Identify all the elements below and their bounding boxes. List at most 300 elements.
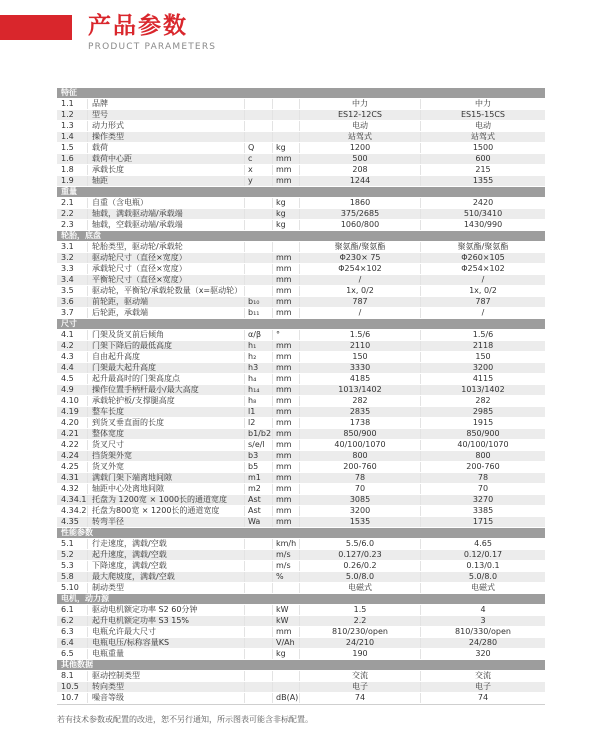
table-row xyxy=(57,638,545,649)
table-row xyxy=(57,517,545,528)
table-row xyxy=(57,264,545,275)
param-unit: ° xyxy=(273,330,300,340)
value-model2: 78 xyxy=(477,473,489,482)
value-model1: 4185 xyxy=(300,374,421,384)
param-symbol xyxy=(245,99,273,109)
value-model2: 215 xyxy=(475,165,491,174)
table-row xyxy=(57,110,545,121)
row-index: 2.2 xyxy=(57,209,88,219)
table-row xyxy=(57,363,545,374)
value-model2: 2985 xyxy=(472,407,494,416)
value-model2: 1915 xyxy=(472,418,494,427)
param-unit: mm xyxy=(273,176,300,186)
value-model1: 电子 xyxy=(300,682,421,692)
value-model1: 190 xyxy=(300,649,421,659)
row-index: 5.1 xyxy=(57,539,88,549)
row-index: 4.32 xyxy=(57,484,88,494)
param-unit: kg xyxy=(273,143,300,153)
value-model1: 1.5 xyxy=(300,605,421,615)
row-index: 4.20 xyxy=(57,418,88,428)
value-model2: 3385 xyxy=(472,506,494,515)
value-model1: 787 xyxy=(300,297,421,307)
param-symbol xyxy=(245,198,273,208)
table-row xyxy=(57,605,545,616)
param-unit xyxy=(273,110,300,120)
param-unit: mm xyxy=(273,396,300,406)
value-model1: 0.127/0.23 xyxy=(300,550,421,560)
table-row xyxy=(57,154,545,165)
param-name: 起升电机额定功率 S3 15% xyxy=(88,616,245,626)
value-model1: 0.26/0.2 xyxy=(300,561,421,571)
row-index: 4.34.2 xyxy=(57,506,88,516)
table-row xyxy=(57,341,545,352)
param-name: 型号 xyxy=(88,110,245,120)
param-name: 货叉尺寸 xyxy=(88,440,245,450)
param-symbol xyxy=(245,220,273,230)
row-index: 3.3 xyxy=(57,264,88,274)
value-model2: 4.65 xyxy=(474,539,492,548)
param-unit: m/s xyxy=(273,550,300,560)
value-model2: 3200 xyxy=(472,363,494,372)
table-row xyxy=(57,407,545,418)
param-symbol: s/e/l xyxy=(245,440,273,450)
value-model1: Φ230× 75 xyxy=(300,253,421,263)
param-symbol: c xyxy=(245,154,273,164)
value-model2: 320 xyxy=(475,649,491,658)
value-model1: 500 xyxy=(300,154,421,164)
param-unit: mm xyxy=(273,264,300,274)
param-name: 制动类型 xyxy=(88,583,245,593)
value-model1: 1244 xyxy=(300,176,421,186)
row-index: 5.3 xyxy=(57,561,88,571)
row-index: 4.10 xyxy=(57,396,88,406)
value-model1: 2835 xyxy=(300,407,421,417)
row-index: 6.1 xyxy=(57,605,88,615)
value-model1: 聚氨酯/聚氨酯 xyxy=(300,242,421,252)
param-name: 后轮距，承载端 xyxy=(88,308,245,318)
row-index: 6.4 xyxy=(57,638,88,648)
table-row xyxy=(57,539,545,550)
value-model1: 3200 xyxy=(300,506,421,516)
row-index: 4.1 xyxy=(57,330,88,340)
param-name: 平衡轮尺寸（直径×宽度） xyxy=(88,275,245,285)
param-symbol: x xyxy=(245,165,273,175)
value-model1: 74 xyxy=(300,693,421,703)
param-unit: km/h xyxy=(273,539,300,549)
value-model1: ES12-12CS xyxy=(300,110,421,120)
value-model1: 78 xyxy=(300,473,421,483)
param-name: 自重（含电瓶） xyxy=(88,198,245,208)
page-title: 产品参数 xyxy=(88,13,188,39)
param-unit: mm xyxy=(273,165,300,175)
param-symbol: h₁ xyxy=(245,341,273,351)
param-name: 起升最高时的门架高度点 xyxy=(88,374,245,384)
param-name: 电瓶电压/标称容量KS xyxy=(88,638,245,648)
param-name: 操作位置手柄杆最小/最大高度 xyxy=(88,385,245,395)
param-name: 转弯半径 xyxy=(88,517,245,527)
param-name: 整车长度 xyxy=(88,407,245,417)
param-symbol: b₁₀ xyxy=(245,297,273,307)
table-row xyxy=(57,671,545,682)
section-header: 重量 xyxy=(57,187,545,198)
value-model2: 510/3410 xyxy=(463,209,503,218)
value-model2: 0.12/0.17 xyxy=(463,550,503,559)
value-model1: 1x, 0/2 xyxy=(300,286,421,296)
param-unit xyxy=(273,682,300,692)
row-index: 5.2 xyxy=(57,550,88,560)
value-model1: 1.5/6 xyxy=(300,330,421,340)
value-model2: 电子 xyxy=(475,682,491,691)
param-unit: V/Ah xyxy=(273,638,300,648)
row-index: 4.5 xyxy=(57,374,88,384)
value-model1: 810/230/open xyxy=(300,627,421,637)
param-unit: kg xyxy=(273,220,300,230)
param-symbol xyxy=(245,627,273,637)
value-model2: 40/100/1070 xyxy=(457,440,509,449)
row-index: 4.3 xyxy=(57,352,88,362)
param-symbol: Ast xyxy=(245,495,273,505)
value-model1: 70 xyxy=(300,484,421,494)
value-model2: / xyxy=(481,308,485,317)
param-unit: mm xyxy=(273,275,300,285)
param-symbol xyxy=(245,121,273,131)
param-name: 承载长度 xyxy=(88,165,245,175)
section-header: 尺寸 xyxy=(57,319,545,330)
value-model2: 850/900 xyxy=(466,429,500,438)
row-index: 10.5 xyxy=(57,682,88,692)
row-index: 6.2 xyxy=(57,616,88,626)
value-model1: 5.0/8.0 xyxy=(300,572,421,582)
row-index: 5.8 xyxy=(57,572,88,582)
row-index: 3.5 xyxy=(57,286,88,296)
value-model2: 站驾式 xyxy=(471,132,495,141)
value-model1: 1860 xyxy=(300,198,421,208)
table-row xyxy=(57,308,545,319)
table-row xyxy=(57,561,545,572)
value-model2: 150 xyxy=(475,352,491,361)
param-name: 轴载，空载驱动端/承载端 xyxy=(88,220,245,230)
param-name: 门架下降后的最低高度 xyxy=(88,341,245,351)
param-name: 前轮距，驱动端 xyxy=(88,297,245,307)
value-model2: 3270 xyxy=(472,495,494,504)
row-index: 1.4 xyxy=(57,132,88,142)
param-name: 门架及货叉前后倾角 xyxy=(88,330,245,340)
param-symbol xyxy=(245,275,273,285)
param-symbol: m1 xyxy=(245,473,273,483)
row-index: 4.19 xyxy=(57,407,88,417)
param-unit: mm xyxy=(273,517,300,527)
param-name: 操作类型 xyxy=(88,132,245,142)
value-model2: Φ254×102 xyxy=(461,264,505,273)
param-symbol: h₂ xyxy=(245,352,273,362)
param-unit: mm xyxy=(273,154,300,164)
param-symbol xyxy=(245,616,273,626)
row-index: 4.22 xyxy=(57,440,88,450)
param-symbol: h3 xyxy=(245,363,273,373)
row-index: 6.5 xyxy=(57,649,88,659)
param-unit: mm xyxy=(273,495,300,505)
value-model1: 208 xyxy=(300,165,421,175)
table-row xyxy=(57,253,545,264)
row-index: 3.7 xyxy=(57,308,88,318)
value-model2: 1.5/6 xyxy=(472,330,494,339)
value-model2: 4 xyxy=(480,605,486,614)
param-name: 起升速度，满载/空载 xyxy=(88,550,245,560)
param-name: 托盘为800宽 × 1200长的通道宽度 xyxy=(88,506,245,516)
param-unit: mm xyxy=(273,385,300,395)
param-name: 动力形式 xyxy=(88,121,245,131)
param-name: 门架最大起升高度 xyxy=(88,363,245,373)
row-index: 2.1 xyxy=(57,198,88,208)
param-name: 到货叉垂直面的长度 xyxy=(88,418,245,428)
param-name: 托盘为 1200宽 × 1000长的通道宽度 xyxy=(88,495,245,505)
param-unit: mm xyxy=(273,506,300,516)
row-index: 3.2 xyxy=(57,253,88,263)
param-symbol: b5 xyxy=(245,462,273,472)
value-model2: / xyxy=(481,275,485,284)
param-name: 整体宽度 xyxy=(88,429,245,439)
row-index: 1.5 xyxy=(57,143,88,153)
param-symbol xyxy=(245,605,273,615)
table-row xyxy=(57,209,545,220)
value-model1: 375/2685 xyxy=(300,209,421,219)
param-unit: kg xyxy=(273,649,300,659)
param-unit xyxy=(273,99,300,109)
value-model2: 787 xyxy=(475,297,491,306)
table-row xyxy=(57,176,545,187)
value-model1: 5.5/6.0 xyxy=(300,539,421,549)
row-index: 1.9 xyxy=(57,176,88,186)
param-symbol: h₁₄ xyxy=(245,385,273,395)
table-row xyxy=(57,143,545,154)
table-row xyxy=(57,572,545,583)
param-unit: mm xyxy=(273,473,300,483)
table-row xyxy=(57,627,545,638)
value-model1: 1200 xyxy=(300,143,421,153)
table-row xyxy=(57,550,545,561)
param-unit: mm xyxy=(273,341,300,351)
param-symbol xyxy=(245,286,273,296)
param-name: 下降速度，满载/空载 xyxy=(88,561,245,571)
table-row xyxy=(57,473,545,484)
param-unit: mm xyxy=(273,407,300,417)
param-unit: mm xyxy=(273,484,300,494)
table-row xyxy=(57,616,545,627)
row-index: 3.6 xyxy=(57,297,88,307)
table-row xyxy=(57,286,545,297)
param-unit: dB(A) xyxy=(273,693,300,703)
page-subtitle: PRODUCT PARAMETERS xyxy=(88,42,217,52)
table-row xyxy=(57,462,545,473)
section-header: 电机，动力源 xyxy=(57,594,545,605)
param-symbol: b1/b2 xyxy=(245,429,273,439)
row-index: 1.6 xyxy=(57,154,88,164)
param-symbol xyxy=(245,583,273,593)
title-block xyxy=(88,12,216,53)
value-model2: 810/330/open xyxy=(455,627,511,636)
param-name: 最大爬坡度，满载/空载 xyxy=(88,572,245,582)
value-model2: 3 xyxy=(480,616,486,625)
table-row xyxy=(57,693,545,704)
param-symbol xyxy=(245,671,273,681)
value-model2: 2118 xyxy=(472,341,494,350)
value-model2: 1500 xyxy=(472,143,494,152)
param-name: 满载门架下端离地间隙 xyxy=(88,473,245,483)
section-header: 轮胎，底盘 xyxy=(57,231,545,242)
param-symbol: h₄ xyxy=(245,374,273,384)
param-name: 驱动电机额定功率 S2 60分钟 xyxy=(88,605,245,615)
param-name: 承载轮护板/支撑腿高度 xyxy=(88,396,245,406)
value-model2: 200-760 xyxy=(466,462,500,471)
param-unit: % xyxy=(273,572,300,582)
param-symbol xyxy=(245,539,273,549)
value-model2: 电动 xyxy=(475,121,491,130)
param-symbol: y xyxy=(245,176,273,186)
row-index: 4.34.1 xyxy=(57,495,88,505)
param-symbol: l2 xyxy=(245,418,273,428)
row-index: 1.1 xyxy=(57,99,88,109)
param-unit: mm xyxy=(273,253,300,263)
value-model2: 74 xyxy=(477,693,489,702)
param-symbol xyxy=(245,132,273,142)
param-symbol xyxy=(245,209,273,219)
table-row xyxy=(57,275,545,286)
param-unit: mm xyxy=(273,286,300,296)
value-model2: 电磁式 xyxy=(471,583,495,592)
param-symbol xyxy=(245,561,273,571)
page-header xyxy=(0,0,600,56)
param-symbol: α/β xyxy=(245,330,273,340)
row-index: 2.3 xyxy=(57,220,88,230)
row-index: 4.9 xyxy=(57,385,88,395)
value-model1: 2.2 xyxy=(300,616,421,626)
param-name: 轴距 xyxy=(88,176,245,186)
table-row xyxy=(57,121,545,132)
row-index: 5.10 xyxy=(57,583,88,593)
table-row xyxy=(57,495,545,506)
param-unit: mm xyxy=(273,627,300,637)
param-unit xyxy=(273,242,300,252)
table-row xyxy=(57,385,545,396)
param-unit: mm xyxy=(273,462,300,472)
value-model2: 800 xyxy=(475,451,491,460)
row-index: 4.4 xyxy=(57,363,88,373)
value-model2: 1355 xyxy=(472,176,494,185)
value-model1: 200-760 xyxy=(300,462,421,472)
param-unit: kg xyxy=(273,209,300,219)
table-row xyxy=(57,649,545,660)
param-name: 行走速度，满载/空载 xyxy=(88,539,245,549)
row-index: 4.25 xyxy=(57,462,88,472)
table-row xyxy=(57,352,545,363)
value-model2: 中力 xyxy=(475,99,491,108)
value-model2: 24/280 xyxy=(468,638,498,647)
param-symbol xyxy=(245,682,273,692)
param-name: 自由起升高度 xyxy=(88,352,245,362)
table-row xyxy=(57,418,545,429)
param-name: 承载轮尺寸（直径×宽度） xyxy=(88,264,245,274)
value-model2: 70 xyxy=(477,484,489,493)
param-unit: mm xyxy=(273,363,300,373)
table-row xyxy=(57,451,545,462)
param-unit: mm xyxy=(273,429,300,439)
accent-red-bar xyxy=(0,15,72,40)
param-symbol: Wa xyxy=(245,517,273,527)
param-unit: m/s xyxy=(273,561,300,571)
value-model2: 交流 xyxy=(475,671,491,680)
param-name: 驱动控制类型 xyxy=(88,671,245,681)
value-model2: ES15-15CS xyxy=(460,110,506,119)
value-model1: / xyxy=(300,275,421,285)
table-row xyxy=(57,429,545,440)
value-model1: 24/210 xyxy=(300,638,421,648)
table-row xyxy=(57,297,545,308)
param-unit: kW xyxy=(273,616,300,626)
param-name: 轮胎类型，驱动轮/承载轮 xyxy=(88,242,245,252)
value-model1: 1738 xyxy=(300,418,421,428)
param-symbol xyxy=(245,110,273,120)
value-model1: / xyxy=(300,308,421,318)
value-model1: 40/100/1070 xyxy=(300,440,421,450)
param-symbol: Q xyxy=(245,143,273,153)
value-model2: 4115 xyxy=(472,374,494,383)
section-header: 其他数据 xyxy=(57,660,545,671)
table-row xyxy=(57,132,545,143)
param-symbol: b3 xyxy=(245,451,273,461)
param-symbol xyxy=(245,242,273,252)
param-symbol xyxy=(245,253,273,263)
param-symbol xyxy=(245,649,273,659)
param-symbol: b₁₁ xyxy=(245,308,273,318)
table-row xyxy=(57,506,545,517)
section-header: 特征 xyxy=(57,88,545,99)
value-model1: 150 xyxy=(300,352,421,362)
param-unit: kW xyxy=(273,605,300,615)
value-model1: 3085 xyxy=(300,495,421,505)
value-model2: 600 xyxy=(475,154,491,163)
param-symbol xyxy=(245,638,273,648)
param-unit: mm xyxy=(273,418,300,428)
row-index: 1.2 xyxy=(57,110,88,120)
table-row xyxy=(57,583,545,594)
value-model1: 1013/1402 xyxy=(300,385,421,395)
param-symbol xyxy=(245,264,273,274)
row-index: 4.2 xyxy=(57,341,88,351)
param-symbol xyxy=(245,572,273,582)
param-unit xyxy=(273,132,300,142)
table-row xyxy=(57,330,545,341)
value-model1: 1060/800 xyxy=(300,220,421,230)
table-row xyxy=(57,484,545,495)
value-model2: 5.0/8.0 xyxy=(468,572,498,581)
table-row xyxy=(57,198,545,209)
param-unit: mm xyxy=(273,440,300,450)
value-model2: 1715 xyxy=(472,517,494,526)
param-name: 轴距中心处离地间隙 xyxy=(88,484,245,494)
row-index: 3.1 xyxy=(57,242,88,252)
param-unit: mm xyxy=(273,374,300,384)
value-model1: 电动 xyxy=(300,121,421,131)
param-unit: mm xyxy=(273,297,300,307)
param-name: 载荷中心距 xyxy=(88,154,245,164)
param-symbol xyxy=(245,693,273,703)
section-header: 性能参数 xyxy=(57,528,545,539)
row-index: 10.7 xyxy=(57,693,88,703)
row-index: 3.4 xyxy=(57,275,88,285)
value-model1: 800 xyxy=(300,451,421,461)
param-name: 载荷 xyxy=(88,143,245,153)
param-unit: mm xyxy=(273,308,300,318)
